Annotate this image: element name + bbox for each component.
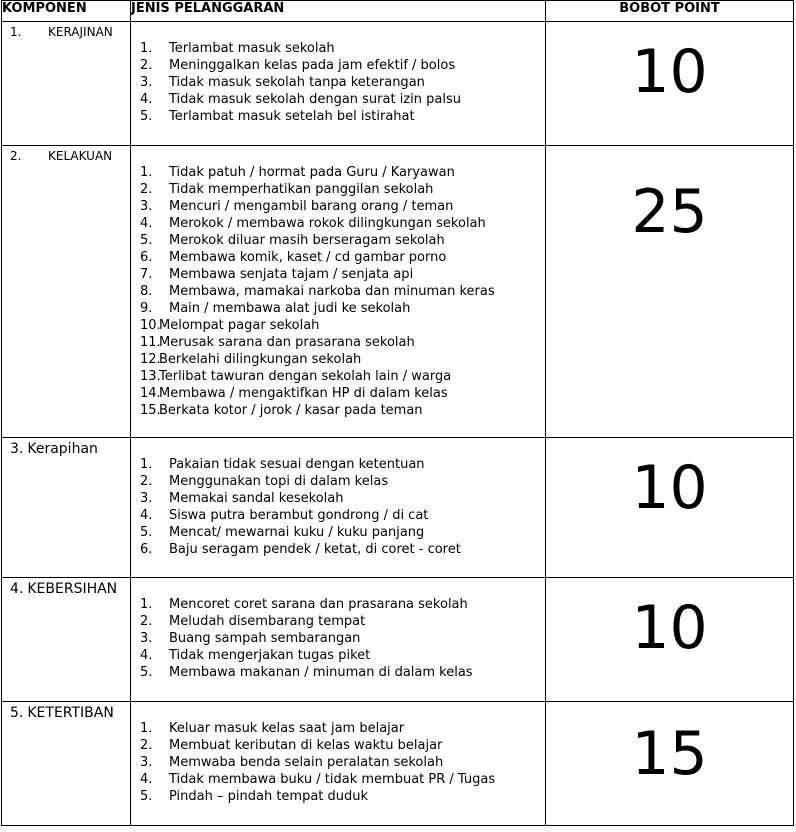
- list-item-number: 6.: [140, 542, 153, 557]
- list-item-number: 1.: [140, 457, 153, 472]
- list-item-text: Terlibat tawuran dengan sekolah lain / warga: [159, 369, 452, 384]
- list-item: [131, 490, 545, 507]
- list-item-number: 1.: [140, 721, 153, 736]
- list-item: [131, 57, 545, 74]
- list-item: [131, 232, 545, 249]
- list-item-number: 3.: [140, 199, 153, 214]
- bobot-point-value: 10: [631, 593, 708, 663]
- list-item-text: Mencuri / mengambil barang orang / teman: [169, 199, 454, 214]
- bobot-cell: [546, 578, 794, 702]
- list-item: [131, 351, 545, 368]
- komponen-label: [2, 438, 130, 457]
- list-item-text: Merokok diluar masih berseragam sekolah: [169, 233, 445, 248]
- list-item: [131, 788, 545, 805]
- komponen-number: 1.: [10, 25, 22, 39]
- list-item: [131, 368, 545, 385]
- list-item: [131, 647, 545, 664]
- bobot-cell: [546, 438, 794, 578]
- jenis-cell: [131, 22, 546, 146]
- komponen-name: KELAKUAN: [48, 149, 113, 163]
- list-item: [131, 771, 545, 788]
- komponen-number: 5.: [10, 705, 24, 721]
- list-item-number: 5.: [140, 665, 153, 680]
- komponen-label: [2, 146, 130, 163]
- list-item-text: Terlambat masuk setelah bel istirahat: [169, 109, 415, 124]
- list-item: [131, 630, 545, 647]
- list-item-number: 2.: [140, 58, 153, 73]
- list-item-number: 4.: [140, 648, 153, 663]
- list-item: [131, 737, 545, 754]
- komponen-number: 3.: [10, 441, 24, 457]
- header-row: [2, 1, 794, 22]
- list-item: [131, 300, 545, 317]
- bobot-cell: [546, 22, 794, 146]
- table-row: [2, 438, 794, 578]
- list-item-number: 4.: [140, 772, 153, 787]
- list-item: [131, 596, 545, 613]
- komponen-name: KETERTIBAN: [27, 705, 114, 721]
- bobot-cell: [546, 146, 794, 438]
- jenis-cell: [131, 702, 546, 826]
- komponen-label: [2, 702, 130, 721]
- list-item-text: Terlambat masuk sekolah: [169, 41, 335, 56]
- list-item: [131, 108, 545, 125]
- list-item: [131, 541, 545, 558]
- list-item: [131, 181, 545, 198]
- komponen-name: KEBERSIHAN: [27, 581, 118, 597]
- list-item-number: 4.: [140, 92, 153, 107]
- komponen-label: [2, 22, 130, 39]
- list-item: [131, 402, 545, 419]
- list-item: [131, 456, 545, 473]
- bobot-cell: [546, 702, 794, 826]
- list-item-text: Pindah – pindah tempat duduk: [169, 789, 369, 804]
- header-jenis: JENIS PELANGGARAN: [131, 1, 546, 22]
- violation-list: [131, 164, 545, 419]
- list-item-number: 1.: [140, 597, 153, 612]
- list-item: [131, 164, 545, 181]
- list-item-text: Keluar masuk kelas saat jam belajar: [169, 721, 405, 736]
- list-item-number: 14.: [140, 386, 161, 401]
- table-row: [2, 702, 794, 826]
- list-item: [131, 507, 545, 524]
- list-item-text: Memakai sandal kesekolah: [169, 491, 344, 506]
- jenis-cell: [131, 578, 546, 702]
- list-item-text: Buang sampah sembarangan: [169, 631, 361, 646]
- list-item-text: Tidak masuk sekolah dengan surat izin palsu: [169, 92, 461, 107]
- komponen-number: 2.: [10, 149, 22, 163]
- bobot-point-value: 25: [631, 177, 708, 247]
- list-item-text: Membawa makanan / minuman di dalam kelas: [169, 665, 473, 680]
- list-item-number: 2.: [140, 182, 153, 197]
- list-item-text: Tidak masuk sekolah tanpa keterangan: [169, 75, 425, 90]
- list-item-number: 6.: [140, 250, 153, 265]
- list-item-number: 2.: [140, 738, 153, 753]
- komponen-cell: [2, 438, 131, 578]
- list-item-number: 8.: [140, 284, 153, 299]
- komponen-cell: [2, 578, 131, 702]
- list-item-number: 2.: [140, 614, 153, 629]
- jenis-cell: [131, 146, 546, 438]
- list-item: [131, 249, 545, 266]
- list-item-number: 4.: [140, 216, 153, 231]
- list-item-number: 12.: [140, 352, 161, 367]
- list-item: [131, 74, 545, 91]
- list-item: [131, 334, 545, 351]
- list-item: [131, 613, 545, 630]
- list-item: [131, 720, 545, 737]
- list-item-number: 13.: [140, 369, 161, 384]
- list-item-text: Baju seragam pendek / ketat, di coret - coret: [169, 542, 461, 557]
- table-row: [2, 22, 794, 146]
- list-item: [131, 198, 545, 215]
- komponen-name: Kerapihan: [27, 441, 98, 457]
- violation-table: [1, 0, 794, 826]
- list-item: [131, 317, 545, 334]
- komponen-cell: [2, 146, 131, 438]
- list-item-text: Meludah disembarang tempat: [169, 614, 366, 629]
- list-item-number: 3.: [140, 631, 153, 646]
- komponen-name: KERAJINAN: [48, 25, 113, 39]
- bobot-point-value: 15: [631, 719, 708, 789]
- list-item-number: 1.: [140, 165, 153, 180]
- list-item-text: Mencat/ mewarnai kuku / kuku panjang: [169, 525, 425, 540]
- list-item-number: 11.: [140, 335, 161, 350]
- list-item-text: Berkelahi dilingkungan sekolah: [159, 352, 362, 367]
- list-item-number: 5.: [140, 109, 153, 124]
- violation-list: [131, 456, 545, 558]
- list-item-number: 15.: [140, 403, 161, 418]
- list-item-text: Melompat pagar sekolah: [159, 318, 320, 333]
- list-item-text: Mencoret coret sarana dan prasarana sekolah: [169, 597, 468, 612]
- list-item-number: 3.: [140, 755, 153, 770]
- list-item-text: Memwaba benda selain peralatan sekolah: [169, 755, 444, 770]
- list-item-number: 9.: [140, 301, 153, 316]
- komponen-cell: [2, 22, 131, 146]
- list-item: [131, 385, 545, 402]
- list-item: [131, 215, 545, 232]
- komponen-label: [2, 578, 130, 597]
- bobot-point-value: 10: [631, 453, 708, 523]
- list-item-text: Berkata kotor / jorok / kasar pada teman: [159, 403, 423, 418]
- list-item: [131, 754, 545, 771]
- header-bobot: BOBOT POINT: [546, 1, 794, 22]
- list-item-text: Tidak memperhatikan panggilan sekolah: [169, 182, 434, 197]
- list-item-text: Merusak sarana dan prasarana sekolah: [159, 335, 415, 350]
- list-item: [131, 524, 545, 541]
- jenis-cell: [131, 438, 546, 578]
- list-item: [131, 473, 545, 490]
- violation-list: [131, 596, 545, 681]
- list-item: [131, 283, 545, 300]
- list-item-number: 5.: [140, 233, 153, 248]
- list-item-number: 5.: [140, 789, 153, 804]
- list-item-text: Main / membawa alat judi ke sekolah: [169, 301, 411, 316]
- list-item-number: 2.: [140, 474, 153, 489]
- violation-list: [131, 720, 545, 805]
- list-item: [131, 664, 545, 681]
- list-item-number: 1.: [140, 41, 153, 56]
- list-item-text: Membawa senjata tajam / senjata api: [169, 267, 414, 282]
- list-item-text: Siswa putra berambut gondrong / di cat: [169, 508, 429, 523]
- list-item-text: Membawa komik, kaset / cd gambar porno: [169, 250, 447, 265]
- list-item-text: Tidak patuh / hormat pada Guru / Karyawan: [169, 165, 455, 180]
- list-item-number: 5.: [140, 525, 153, 540]
- list-item-text: Merokok / membawa rokok dilingkungan sekolah: [169, 216, 486, 231]
- bobot-point-value: 10: [631, 37, 708, 107]
- list-item-number: 3.: [140, 491, 153, 506]
- list-item-text: Membawa, mamakai narkoba dan minuman keras: [169, 284, 495, 299]
- list-item-text: Membawa / mengaktifkan HP di dalam kelas: [159, 386, 448, 401]
- header-komponen: KOMPONEN: [2, 1, 131, 22]
- list-item: [131, 91, 545, 108]
- list-item-number: 3.: [140, 75, 153, 90]
- list-item-number: 7.: [140, 267, 153, 282]
- list-item: [131, 266, 545, 283]
- list-item-text: Tidak mengerjakan tugas piket: [169, 648, 371, 663]
- table-row: [2, 146, 794, 438]
- list-item-text: Meninggalkan kelas pada jam efektif / bolos: [169, 58, 456, 73]
- list-item-number: 10.: [140, 318, 161, 333]
- list-item-text: Membuat keributan di kelas waktu belajar: [169, 738, 443, 753]
- list-item: [131, 40, 545, 57]
- list-item-text: Pakaian tidak sesuai dengan ketentuan: [169, 457, 425, 472]
- komponen-number: 4.: [10, 581, 24, 597]
- violation-list: [131, 40, 545, 125]
- list-item-text: Tidak membawa buku / tidak membuat PR / Tugas: [169, 772, 496, 787]
- list-item-number: 4.: [140, 508, 153, 523]
- list-item-text: Menggunakan topi di dalam kelas: [169, 474, 389, 489]
- komponen-cell: [2, 702, 131, 826]
- table-row: [2, 578, 794, 702]
